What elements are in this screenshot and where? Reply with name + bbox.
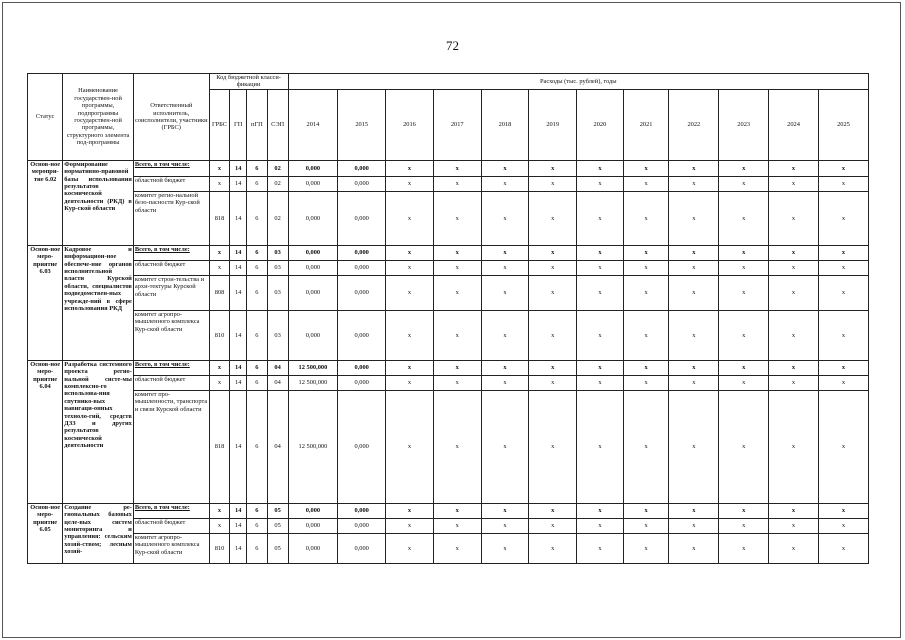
value-2014-cell: 0,000 [288, 503, 338, 518]
value-cell: x [577, 160, 624, 176]
header-year: 2016 [386, 89, 434, 160]
grbs-cell: x [209, 360, 230, 375]
value-cell: x [623, 160, 669, 176]
value-cell: x [386, 360, 434, 375]
header-year: 2022 [669, 89, 719, 160]
header-expenses: Расходы (тыс. рублей), годы [288, 74, 869, 90]
value-cell: x [623, 191, 669, 245]
header-year: 2018 [481, 89, 529, 160]
value-cell: x [481, 390, 529, 503]
grbs-cell: x [209, 375, 230, 390]
value-cell: x [719, 245, 769, 260]
value-cell: x [433, 390, 481, 503]
value-2014-cell: 0,000 [288, 176, 338, 191]
status-cell: Основ-ное меро-приятие 6.04 [28, 360, 63, 503]
gp-cell: 14 [230, 275, 247, 310]
value-2014-cell: 0,000 [288, 518, 338, 533]
value-cell: x [719, 360, 769, 375]
responsible-cell: областной бюджет [133, 176, 209, 191]
value-cell: x [769, 160, 819, 176]
gp-cell: 14 [230, 191, 247, 245]
table-row [28, 160, 869, 176]
value-cell: x [386, 260, 434, 275]
value-cell: x [769, 191, 819, 245]
value-cell: x [386, 310, 434, 360]
value-cell: x [386, 503, 434, 518]
value-2014-cell: 0,000 [288, 310, 338, 360]
value-2015-cell: 0,000 [338, 503, 386, 518]
value-cell: x [481, 260, 529, 275]
sep-cell: 05 [267, 503, 288, 518]
value-cell: x [719, 533, 769, 563]
header-year: 2024 [769, 89, 819, 160]
name-cell: Разработка системного проекта регио-нальной систе-мы комплексно-го использова-ния спутнико-вых навигаци-онных техноло-гий, средств ДЗЗ и других результатов космической деятельности [63, 360, 134, 503]
value-cell: x [818, 260, 868, 275]
value-cell: x [769, 260, 819, 275]
status-cell: Основ-ное меропри-тие 6.02 [28, 160, 63, 245]
header-status: Статус [28, 74, 63, 161]
sep-cell: 04 [267, 390, 288, 503]
gp-cell: 14 [230, 160, 247, 176]
value-2015-cell: 0,000 [338, 275, 386, 310]
value-cell: x [386, 533, 434, 563]
value-cell: x [481, 191, 529, 245]
budget-table-container [27, 73, 869, 603]
value-cell: x [386, 191, 434, 245]
value-cell: x [669, 191, 719, 245]
table-row [28, 176, 869, 191]
table-row [28, 191, 869, 245]
status-cell: Основ-ное меро-приятие 6.03 [28, 245, 63, 360]
pgp-cell: 6 [247, 160, 268, 176]
header-gp: ГП [230, 89, 247, 160]
grbs-cell: x [209, 176, 230, 191]
value-cell: x [769, 275, 819, 310]
value-cell: x [529, 518, 577, 533]
value-2015-cell: 0,000 [338, 245, 386, 260]
value-cell: x [577, 360, 624, 375]
header-sep: СЭП [267, 89, 288, 160]
value-2014-cell: 0,000 [288, 533, 338, 563]
value-cell: x [719, 160, 769, 176]
value-cell: x [769, 533, 819, 563]
sep-cell: 04 [267, 375, 288, 390]
value-2015-cell: 0,000 [338, 360, 386, 375]
value-cell: x [577, 245, 624, 260]
table-row [28, 518, 869, 533]
value-cell: x [529, 310, 577, 360]
gp-cell: 14 [230, 390, 247, 503]
responsible-cell: комитет регио-нальной безо-пасности Кур-ской области [133, 191, 209, 245]
grbs-cell: 810 [209, 310, 230, 360]
value-cell: x [669, 176, 719, 191]
pgp-cell: 6 [247, 191, 268, 245]
value-cell: x [769, 360, 819, 375]
header-year: 2015 [338, 89, 386, 160]
gp-cell: 14 [230, 518, 247, 533]
value-cell: x [669, 503, 719, 518]
pgp-cell: 6 [247, 533, 268, 563]
value-cell: x [577, 260, 624, 275]
value-cell: x [577, 390, 624, 503]
value-cell: x [669, 260, 719, 275]
gp-cell: 14 [230, 503, 247, 518]
responsible-cell: комитет агропро-мышленного комплекса Кур-ской области [133, 310, 209, 360]
value-cell: x [529, 360, 577, 375]
pgp-cell: 6 [247, 310, 268, 360]
value-cell: x [669, 360, 719, 375]
header-year: 2020 [577, 89, 624, 160]
value-cell: x [769, 310, 819, 360]
value-2014-cell: 0,000 [288, 191, 338, 245]
value-cell: x [669, 310, 719, 360]
header-year: 2017 [433, 89, 481, 160]
value-cell: x [577, 533, 624, 563]
value-cell: x [433, 375, 481, 390]
value-cell: x [769, 518, 819, 533]
value-2015-cell: 0,000 [338, 518, 386, 533]
value-cell: x [433, 245, 481, 260]
grbs-cell: x [209, 160, 230, 176]
value-cell: x [669, 533, 719, 563]
sep-cell: 03 [267, 275, 288, 310]
value-cell: x [433, 275, 481, 310]
responsible-cell: Всего, в том числе: [133, 503, 209, 518]
header-responsible: Ответственный исполнитель, соисполнители, участники (ГРБС) [133, 74, 209, 161]
value-cell: x [577, 176, 624, 191]
name-cell: Формирование нормативно-правовой базы использования результатов космической деятельности (РКД) в Кур-ской области [63, 160, 134, 245]
value-cell: x [481, 245, 529, 260]
header-name: Наименование государствен-ной программы, подпрограммы государствен-ной программы, структурного элемента под-программы [63, 74, 134, 161]
value-cell: x [818, 533, 868, 563]
value-cell: x [719, 310, 769, 360]
value-cell: x [433, 533, 481, 563]
name-cell: Кадровое и информацион-ное обеспече-ние органов исполнительной власти Курской области, специалистов подведомствен-ных учрежде-ний в сфере использования РКД [63, 245, 134, 360]
table-row [28, 260, 869, 275]
value-2014-cell: 12 500,000 [288, 375, 338, 390]
pgp-cell: 6 [247, 503, 268, 518]
value-cell: x [386, 160, 434, 176]
value-cell: x [818, 275, 868, 310]
responsible-cell: областной бюджет [133, 375, 209, 390]
grbs-cell: 818 [209, 390, 230, 503]
value-cell: x [386, 518, 434, 533]
header-year: 2025 [818, 89, 868, 160]
responsible-cell: областной бюджет [133, 518, 209, 533]
value-cell: x [623, 390, 669, 503]
pgp-cell: 6 [247, 375, 268, 390]
sep-cell: 02 [267, 191, 288, 245]
value-cell: x [669, 275, 719, 310]
sep-cell: 04 [267, 360, 288, 375]
responsible-cell: областной бюджет [133, 260, 209, 275]
pgp-cell: 6 [247, 176, 268, 191]
value-cell: x [623, 503, 669, 518]
value-cell: x [669, 375, 719, 390]
value-2015-cell: 0,000 [338, 533, 386, 563]
value-2014-cell: 12 500,000 [288, 360, 338, 375]
responsible-cell: комитет строи-тельства и архи-тектуры Курской области [133, 275, 209, 310]
value-cell: x [818, 518, 868, 533]
gp-cell: 14 [230, 375, 247, 390]
value-cell: x [386, 390, 434, 503]
value-cell: x [481, 518, 529, 533]
pgp-cell: 6 [247, 360, 268, 375]
value-cell: x [769, 176, 819, 191]
value-cell: x [623, 310, 669, 360]
sep-cell: 02 [267, 176, 288, 191]
table-row [28, 245, 869, 260]
value-cell: x [433, 310, 481, 360]
table-row [28, 503, 869, 518]
header-year: 2014 [288, 89, 338, 160]
table-row [28, 533, 869, 563]
value-cell: x [769, 390, 819, 503]
value-cell: x [623, 275, 669, 310]
responsible-cell: Всего, в том числе: [133, 360, 209, 375]
table-row [28, 275, 869, 310]
value-cell: x [529, 260, 577, 275]
value-cell: x [386, 275, 434, 310]
value-cell: x [433, 160, 481, 176]
value-2015-cell: 0,000 [338, 176, 386, 191]
value-cell: x [529, 503, 577, 518]
grbs-cell: 818 [209, 191, 230, 245]
value-cell: x [623, 245, 669, 260]
value-2014-cell: 0,000 [288, 260, 338, 275]
value-cell: x [719, 176, 769, 191]
header-year: 2019 [529, 89, 577, 160]
value-cell: x [623, 375, 669, 390]
value-cell: x [623, 533, 669, 563]
value-cell: x [433, 191, 481, 245]
gp-cell: 14 [230, 260, 247, 275]
value-cell: x [577, 518, 624, 533]
sep-cell: 02 [267, 160, 288, 176]
value-cell: x [529, 375, 577, 390]
value-cell: x [433, 360, 481, 375]
grbs-cell: x [209, 260, 230, 275]
gp-cell: 14 [230, 176, 247, 191]
table-body [28, 160, 869, 563]
value-cell: x [623, 360, 669, 375]
grbs-cell: 810 [209, 533, 230, 563]
value-cell: x [669, 160, 719, 176]
value-cell: x [818, 390, 868, 503]
sep-cell: 03 [267, 260, 288, 275]
value-cell: x [669, 390, 719, 503]
table-row [28, 390, 869, 503]
value-cell: x [481, 310, 529, 360]
page-number: 72 [446, 38, 459, 53]
value-2015-cell: 0,000 [338, 260, 386, 275]
grbs-cell: x [209, 503, 230, 518]
gp-cell: 14 [230, 245, 247, 260]
pgp-cell: 6 [247, 518, 268, 533]
value-cell: x [719, 191, 769, 245]
value-cell: x [386, 245, 434, 260]
value-cell: x [386, 176, 434, 191]
value-cell: x [529, 245, 577, 260]
value-cell: x [769, 245, 819, 260]
value-cell: x [481, 160, 529, 176]
value-cell: x [769, 503, 819, 518]
value-2014-cell: 0,000 [288, 245, 338, 260]
value-cell: x [818, 360, 868, 375]
header-budget-code: Код бюджетной класси-фикации [209, 74, 288, 90]
value-cell: x [818, 191, 868, 245]
grbs-cell: 808 [209, 275, 230, 310]
value-cell: x [433, 518, 481, 533]
value-cell: x [529, 191, 577, 245]
value-cell: x [529, 160, 577, 176]
sep-cell: 03 [267, 245, 288, 260]
value-cell: x [577, 191, 624, 245]
value-cell: x [623, 518, 669, 533]
table-row [28, 375, 869, 390]
budget-table [27, 73, 869, 564]
value-cell: x [481, 503, 529, 518]
value-cell: x [529, 533, 577, 563]
value-cell: x [481, 375, 529, 390]
value-cell: x [577, 375, 624, 390]
value-2015-cell: 0,000 [338, 390, 386, 503]
value-cell: x [769, 375, 819, 390]
table-row [28, 360, 869, 375]
value-cell: x [529, 275, 577, 310]
value-cell: x [719, 503, 769, 518]
value-cell: x [719, 375, 769, 390]
value-cell: x [669, 518, 719, 533]
header-year: 2021 [623, 89, 669, 160]
sep-cell: 05 [267, 518, 288, 533]
pgp-cell: 6 [247, 275, 268, 310]
header-grbs: ГРБС [209, 89, 230, 160]
name-cell: Создание ре-гиональных базовых целе-вых систем мониторинга и управления: сельским хозяй-ством; лесным хозяй- [63, 503, 134, 563]
value-cell: x [481, 533, 529, 563]
pgp-cell: 6 [247, 390, 268, 503]
value-cell: x [577, 310, 624, 360]
value-cell: x [818, 375, 868, 390]
value-cell: x [529, 390, 577, 503]
value-cell: x [719, 260, 769, 275]
gp-cell: 14 [230, 310, 247, 360]
pgp-cell: 6 [247, 260, 268, 275]
value-cell: x [577, 275, 624, 310]
value-cell: x [481, 176, 529, 191]
value-cell: x [719, 390, 769, 503]
value-cell: x [577, 503, 624, 518]
pgp-cell: 6 [247, 245, 268, 260]
status-cell: Основ-ное меро-приятие 6.05 [28, 503, 63, 563]
value-cell: x [818, 160, 868, 176]
value-cell: x [481, 360, 529, 375]
responsible-cell: комитет агропро-мышленного комплекса Кур-ской области [133, 533, 209, 563]
responsible-cell: Всего, в том числе: [133, 160, 209, 176]
value-2014-cell: 0,000 [288, 275, 338, 310]
value-cell: x [386, 375, 434, 390]
table-row [28, 310, 869, 360]
value-2015-cell: 0,000 [338, 191, 386, 245]
value-2015-cell: 0,000 [338, 160, 386, 176]
value-2014-cell: 12 500,000 [288, 390, 338, 503]
value-cell: x [818, 503, 868, 518]
grbs-cell: x [209, 245, 230, 260]
value-cell: x [818, 245, 868, 260]
value-cell: x [433, 176, 481, 191]
value-cell: x [623, 176, 669, 191]
sep-cell: 05 [267, 533, 288, 563]
responsible-cell: Всего, в том числе: [133, 245, 209, 260]
value-cell: x [669, 245, 719, 260]
value-cell: x [719, 518, 769, 533]
value-cell: x [719, 275, 769, 310]
value-2014-cell: 0,000 [288, 160, 338, 176]
value-cell: x [818, 176, 868, 191]
value-cell: x [529, 176, 577, 191]
gp-cell: 14 [230, 533, 247, 563]
grbs-cell: x [209, 518, 230, 533]
value-cell: x [818, 310, 868, 360]
responsible-cell: комитет про-мышленности, транспорта и связи Курской области [133, 390, 209, 503]
value-cell: x [623, 260, 669, 275]
gp-cell: 14 [230, 360, 247, 375]
sep-cell: 03 [267, 310, 288, 360]
header-year: 2023 [719, 89, 769, 160]
value-cell: x [433, 503, 481, 518]
value-cell: x [433, 260, 481, 275]
value-2015-cell: 0,000 [338, 375, 386, 390]
header-pgp: пГП [247, 89, 268, 160]
value-2015-cell: 0,000 [338, 310, 386, 360]
value-cell: x [481, 275, 529, 310]
